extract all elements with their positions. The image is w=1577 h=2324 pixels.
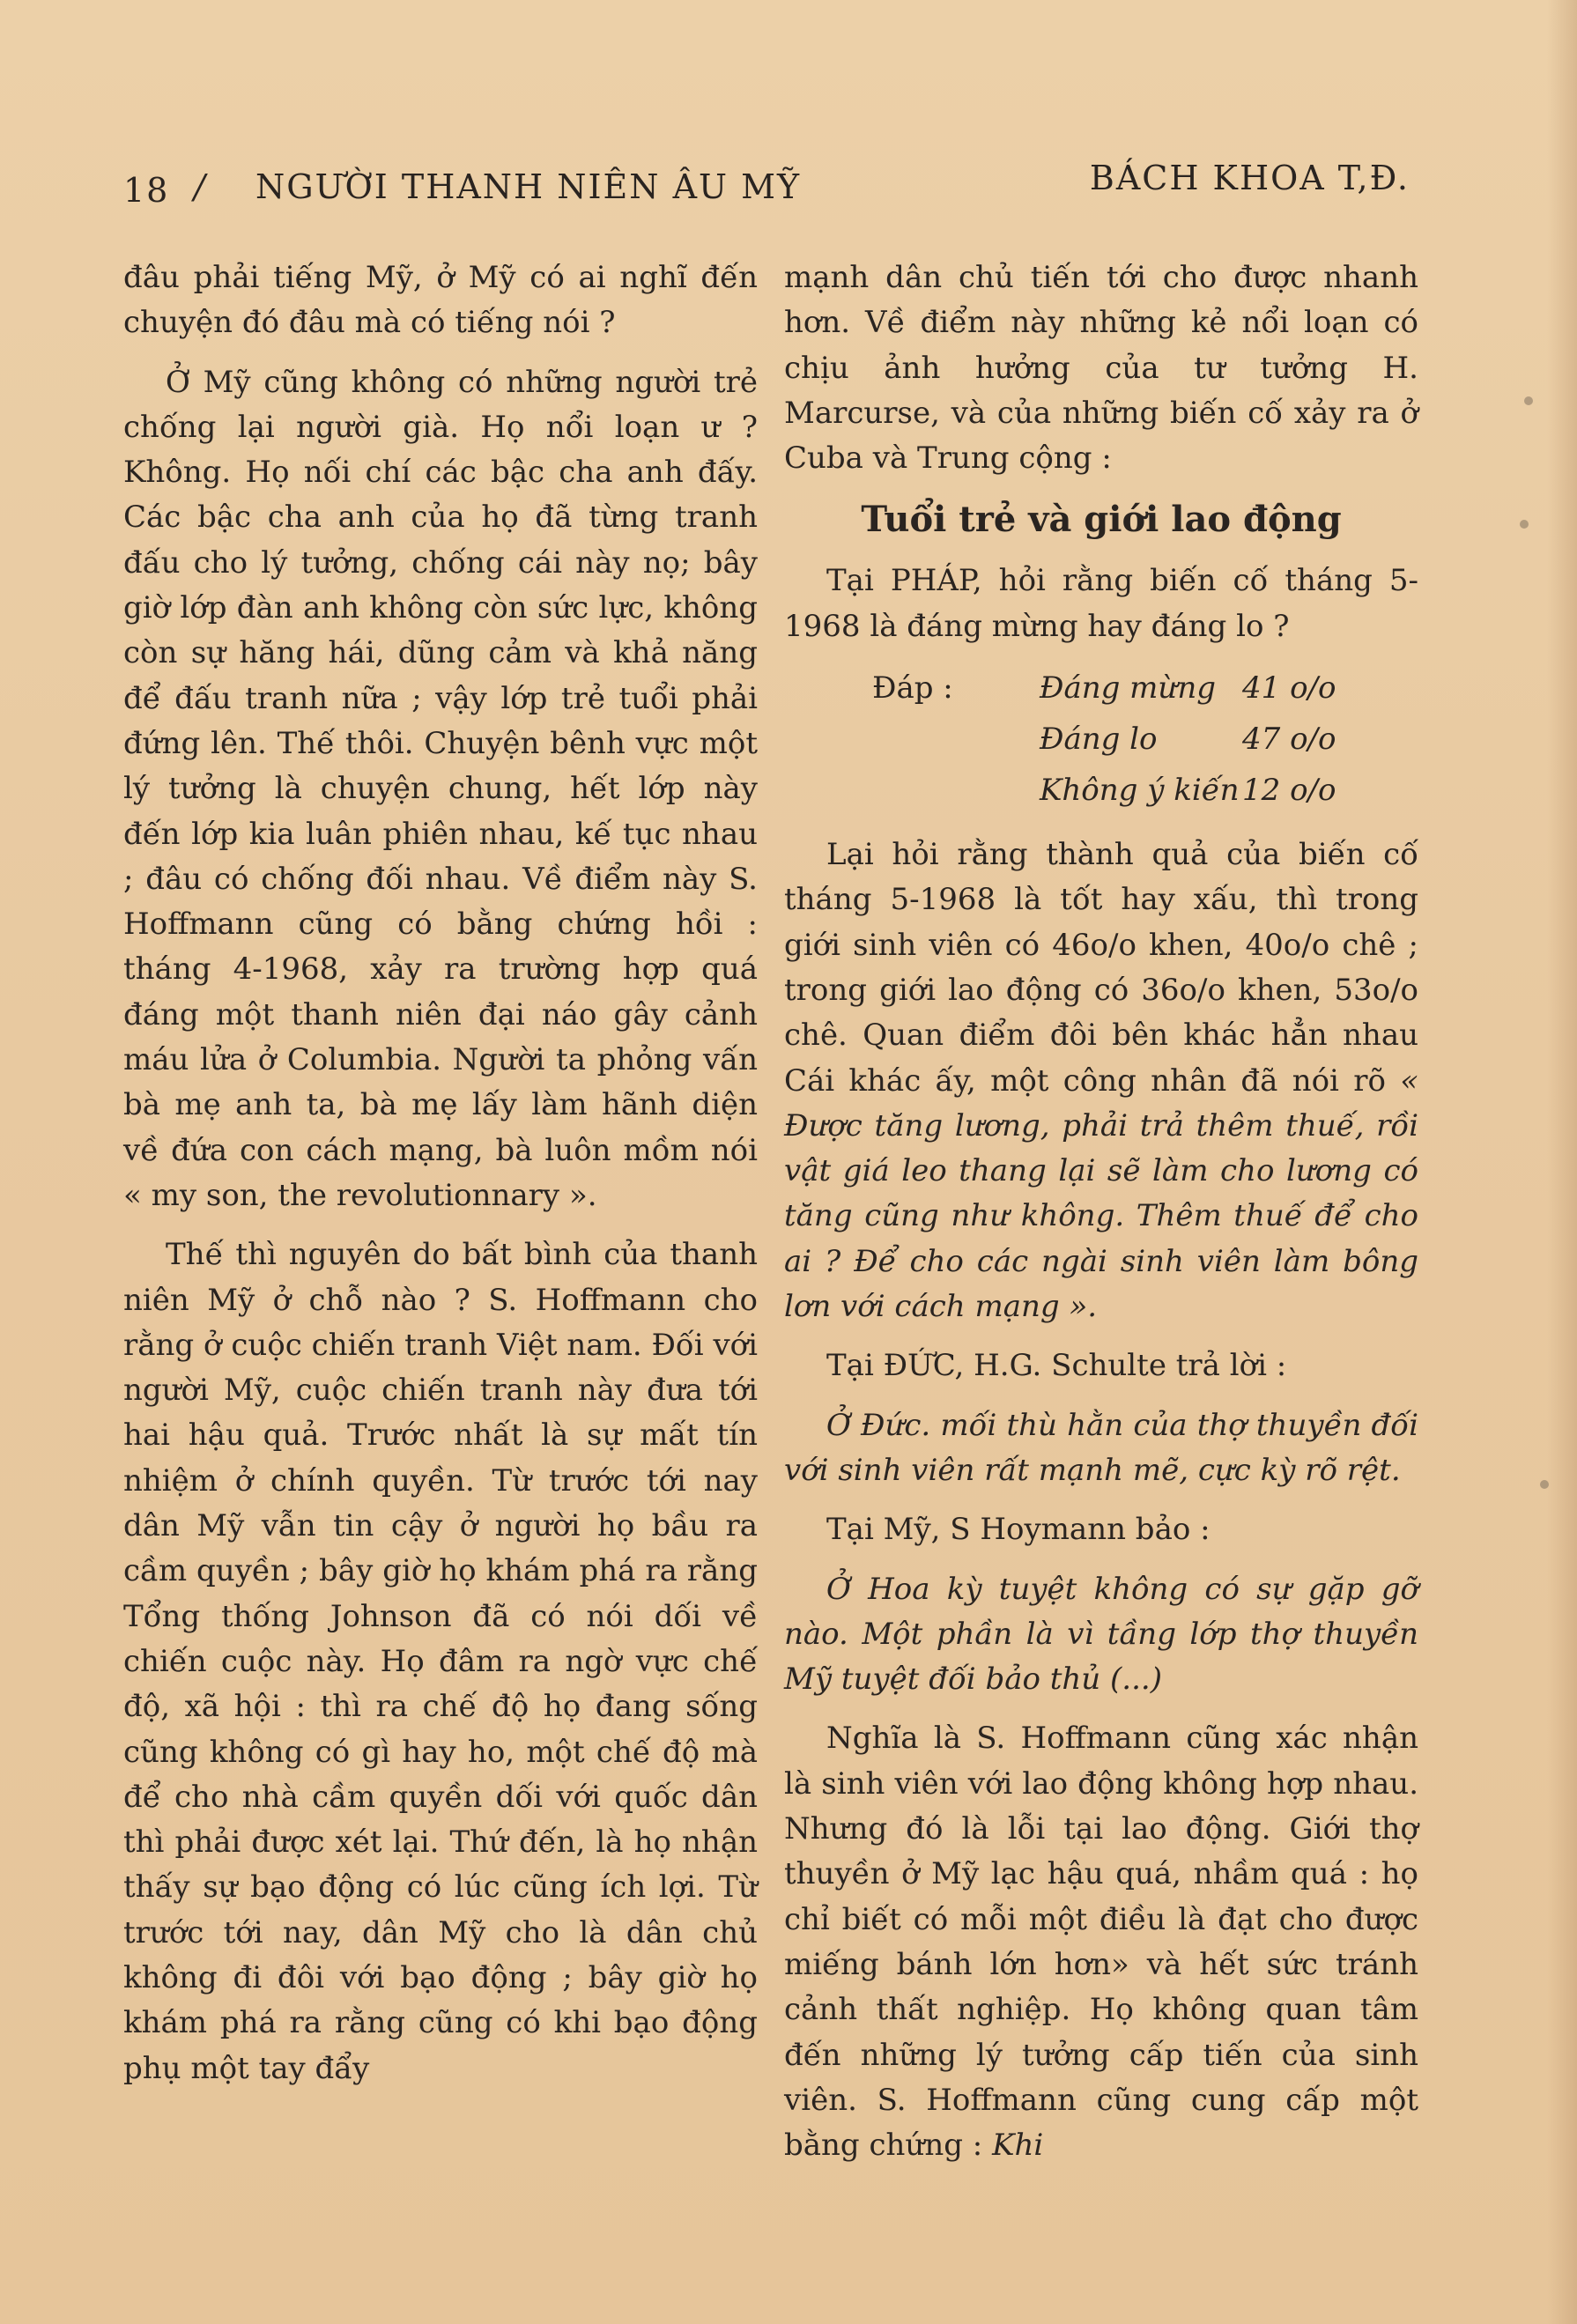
- left-paragraph-2: Ở Mỹ cũng không có những người trẻ chống lại người già. Họ nổi loạn ư ? Không. Họ nối chí các bậc cha anh đấy. Các bậc cha anh của họ đã từng tranh đấu cho lý tưởng, chống cái này nọ; bây giờ lớp đàn anh không còn sức lực, không còn sự hăng hái, dũng cảm và khả năng để đấu tranh nữa ; vậy lớp trẻ tuổi phải đứng lên. Thế thôi. Chuyện bênh vực một lý tưởng là chuyện chung, hết lớp này đến lớp kia luân phiên nhau, kế tục nhau ; đâu có chống đối nhau. Về điểm này S. Hoffmann cũng có bằng chứng hồi : tháng 4-1968, xảy ra trường hợp quá đáng một thanh niên đại náo gây cảnh máu lửa ở Columbia. Người ta phỏng vấn bà mẹ anh ta, bà mẹ lấy làm hãnh diện về đứa con cách mạng, bà luôn mồm nói « my son, the revolutionnary ».: [123, 364, 758, 1213]
- right-paragraph-5: Ở Đức. mối thù hằn của thợ thuyền đối với sinh viên rất mạnh mẽ, cực kỳ rõ rệt.: [784, 1407, 1418, 1488]
- worker-quote: « Được tăng lương, phải trả thêm thuế, rồi vật giá leo thang lại sẽ làm cho lương có tăng cũng như không. Thêm thuế để cho ai ? Để cho các ngài sinh viên làm bông lơn với cách mạng ».: [784, 1062, 1418, 1325]
- section-heading: Tuổi trẻ và giới lao động: [861, 499, 1342, 541]
- paper-spot: [1540, 1480, 1549, 1489]
- survey-answer: Đáng mừng: [1040, 670, 1216, 707]
- page-number: 18: [123, 171, 170, 210]
- right-paragraph-4: Tại ĐỨC, H.G. Schulte trả lời :: [826, 1348, 1287, 1384]
- survey-answer: Đáng lo: [1040, 722, 1158, 758]
- right-paragraph-8: [784, 1716, 1418, 2168]
- right-paragraph-3: [784, 833, 1418, 1329]
- survey-results: [784, 663, 1418, 817]
- left-paragraph-3: Thế thì nguyên do bất bình của thanh niên Mỹ ở chỗ nào ? S. Hoffmann cho rằng ở cuộc chiến tranh Việt nam. Đối với người Mỹ, cuộc chiến tranh này đưa tới hai hậu quả. Trước nhất là sự mất tín nhiệm ở chính quyền. Từ trước tới nay dân Mỹ vẫn tin cậy ở người họ bầu ra cầm quyền ; bây giờ họ khám phá ra rằng Tổng thống Johnson đã có nói dối về chiến cuộc này. Họ đâm ra ngờ vực chế độ, xã hội : thì ra chế độ họ đang sống cũng không có gì hay ho, một chế độ mà để cho nhà cầm quyền dối với quốc dân thì phải được xét lại. Thứ đến, là họ nhận thấy sự bạo động có lúc cũng ích lợi. Từ trước tới nay, dân Mỹ cho là dân chủ không đi đôi với bạo động ; bây giờ họ khám phá ra rằng cũng có khi bạo động phụ một tay đẩy: [123, 1237, 758, 2086]
- journal-title: BÁCH KHOA T,Đ.: [1089, 159, 1410, 197]
- right-paragraph-2: Tại PHÁP, hỏi rằng biến cố tháng 5-1968 là đáng mừng hay đáng lo ?: [784, 563, 1418, 644]
- header-separator: /: [194, 167, 207, 206]
- running-title: NGƯỜI THANH NIÊN ÂU MỸ: [255, 167, 802, 206]
- survey-row: [784, 766, 1418, 817]
- paragraph-text: Nghĩa là S. Hoffmann cũng xác nhận là sinh viên với lao động không hợp nhau. Nhưng đó là lỗi tại lao động. Giới thợ thuyền ở Mỹ lạc hậu quá, nhầm quá : họ chỉ biết có mỗi một điều là đạt cho được miếng bánh lớn hơn» và hết sức tránh cảnh thất nghiệp. Họ không quan tâm đến những lý tưởng cấp tiến của sinh viên. S. Hoffmann cũng cung cấp một bằng chứng :: [784, 1721, 1418, 2164]
- survey-answer: Không ý kiến: [1040, 773, 1240, 809]
- paragraph-continuation: Khi: [992, 2128, 1044, 2164]
- survey-label: Đáp :: [872, 670, 953, 707]
- right-paragraph-7: Ở Hoa kỳ tuyệt không có sự gặp gỡ nào. Một phần là vì tầng lớp thợ thuyền Mỹ tuyệt đối bảo thủ (...): [784, 1571, 1418, 1698]
- paper-spot: [1524, 396, 1533, 405]
- page-edge-shadow: [1547, 0, 1577, 2324]
- left-column: [123, 255, 758, 2106]
- survey-percent: 12 o/o: [1242, 773, 1336, 809]
- page-header: [123, 159, 1410, 220]
- survey-percent: 41 o/o: [1242, 670, 1336, 707]
- survey-row: [784, 663, 1418, 714]
- right-paragraph-1: mạnh dân chủ tiến tới cho được nhanh hơn. Về điểm này những kẻ nổi loạn có chịu ảnh hưởng của tư tưởng H. Marcurse, và của những biến cố xảy ra ở Cuba và Trung cộng :: [784, 260, 1418, 477]
- right-column: [784, 255, 1418, 2182]
- survey-row: [784, 714, 1418, 766]
- paragraph-text: Lại hỏi rằng thành quả của biến cố tháng 5-1968 là tốt hay xấu, thì trong giới sinh viên có 46o/o khen, 40o/o chê ; trong giới lao động có 36o/o khen, 53o/o chê. Quan điểm đôi bên khác hẳn nhau Cái khác ấy, một công nhân đã nói rõ: [784, 837, 1418, 1099]
- right-paragraph-6: Tại Mỹ, S Hoymann bảo :: [826, 1512, 1211, 1548]
- paper-spot: [1520, 520, 1529, 529]
- left-paragraph-1: đâu phải tiếng Mỹ, ở Mỹ có ai nghĩ đến chuyện đó đâu mà có tiếng nói ?: [123, 260, 758, 341]
- survey-percent: 47 o/o: [1242, 722, 1336, 758]
